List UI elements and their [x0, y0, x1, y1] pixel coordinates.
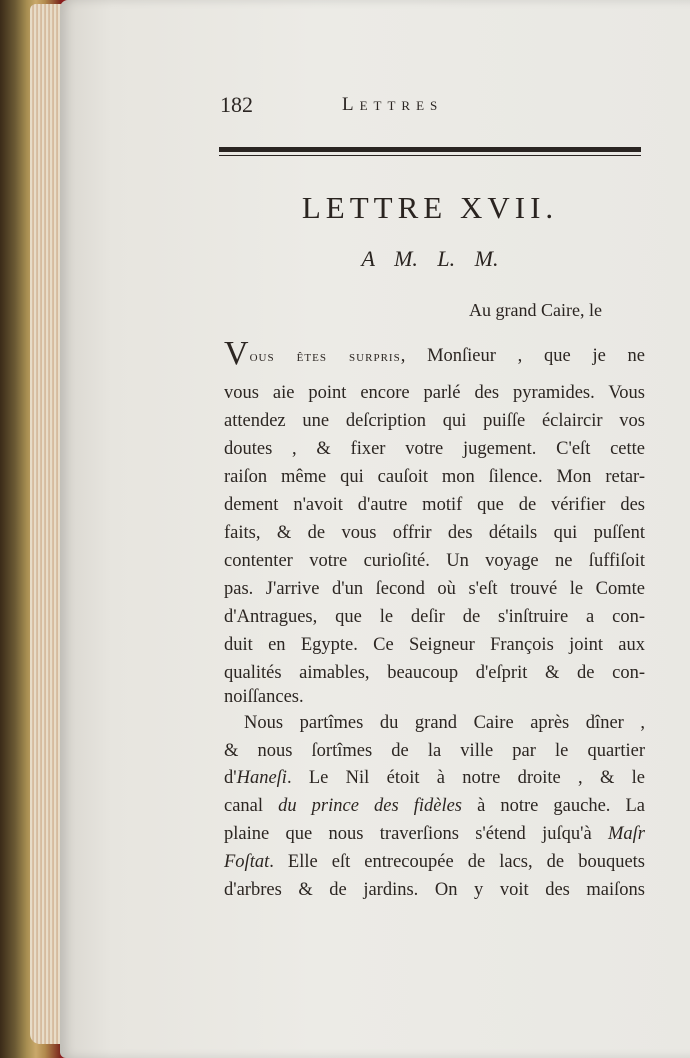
- line-text: , Monſieur , que je ne: [400, 346, 645, 366]
- text-line: [224, 820, 645, 848]
- header-rule-thin: [219, 155, 641, 156]
- running-header: [220, 92, 640, 122]
- line-text: . Elle eſt entrecoupée de lacs, de bouquets: [269, 852, 645, 872]
- text-line: Nous partîmes du grand Caire après dîner ,: [244, 713, 645, 733]
- letter-dateline: Au grand Caire, le: [469, 300, 602, 320]
- text-line: [224, 335, 645, 372]
- text-line: faits, & de vous offrir des détails qui puſſent: [224, 523, 645, 543]
- text-line: qualités aimables, beaucoup d'eſprit & de con-: [224, 663, 645, 683]
- line-text: à notre gauche. La: [462, 796, 645, 816]
- line-text: plaine que nous traverſions s'étend juſqu'à: [224, 824, 608, 844]
- header-rule: [219, 147, 641, 152]
- text-line: doutes , & fixer votre jugement. C'eſt cette: [224, 439, 645, 459]
- letter-title: LETTRE XVII.: [301, 190, 559, 225]
- text-line: & nous ſortîmes de la ville par le quartier: [224, 741, 645, 761]
- letter-addressee: A M. L. M.: [361, 246, 499, 271]
- italic-text: Haneſi: [236, 768, 287, 788]
- text-line: d'arbres & de jardins. On y voit des maiſons: [224, 880, 645, 900]
- line-text: canal: [224, 796, 279, 816]
- text-line: [224, 848, 645, 876]
- italic-text: Foſtat: [224, 852, 270, 872]
- text-line: raiſon même qui cauſoit mon ſilence. Mon retar-: [224, 467, 645, 487]
- running-title: Lettres: [342, 94, 444, 115]
- text-line: [224, 764, 645, 792]
- text-line: noiſſances.: [224, 687, 304, 707]
- line-text: d': [224, 768, 237, 788]
- text-line: duit en Egypte. Ce Seigneur François joint aux: [224, 635, 645, 655]
- italic-text: du prince des fidèles: [278, 796, 462, 816]
- text-line: d'Antragues, que le deſir de s'inſtruire a con-: [224, 607, 645, 627]
- text-line: pas. J'arrive d'un ſecond où s'eſt trouvé le Comte: [224, 579, 645, 599]
- drop-cap: V: [224, 335, 249, 372]
- text-line: attendez une deſcription qui puiſſe éclaircir vos: [224, 411, 645, 431]
- text-line: contenter votre curioſité. Un voyage ne ſuffiſoit: [224, 551, 645, 571]
- page-number: 182: [220, 92, 253, 117]
- text-line: vous aie point encore parlé des pyramides. Vous: [224, 383, 645, 403]
- line-text: . Le Nil étoit à notre droite , & le: [286, 768, 645, 788]
- text-line: [224, 792, 645, 820]
- opening-words: ous êtes surpris: [249, 348, 401, 365]
- italic-text: Maſr: [608, 824, 645, 844]
- text-line: dement n'avoit d'autre motif que de vérifier des: [224, 495, 645, 515]
